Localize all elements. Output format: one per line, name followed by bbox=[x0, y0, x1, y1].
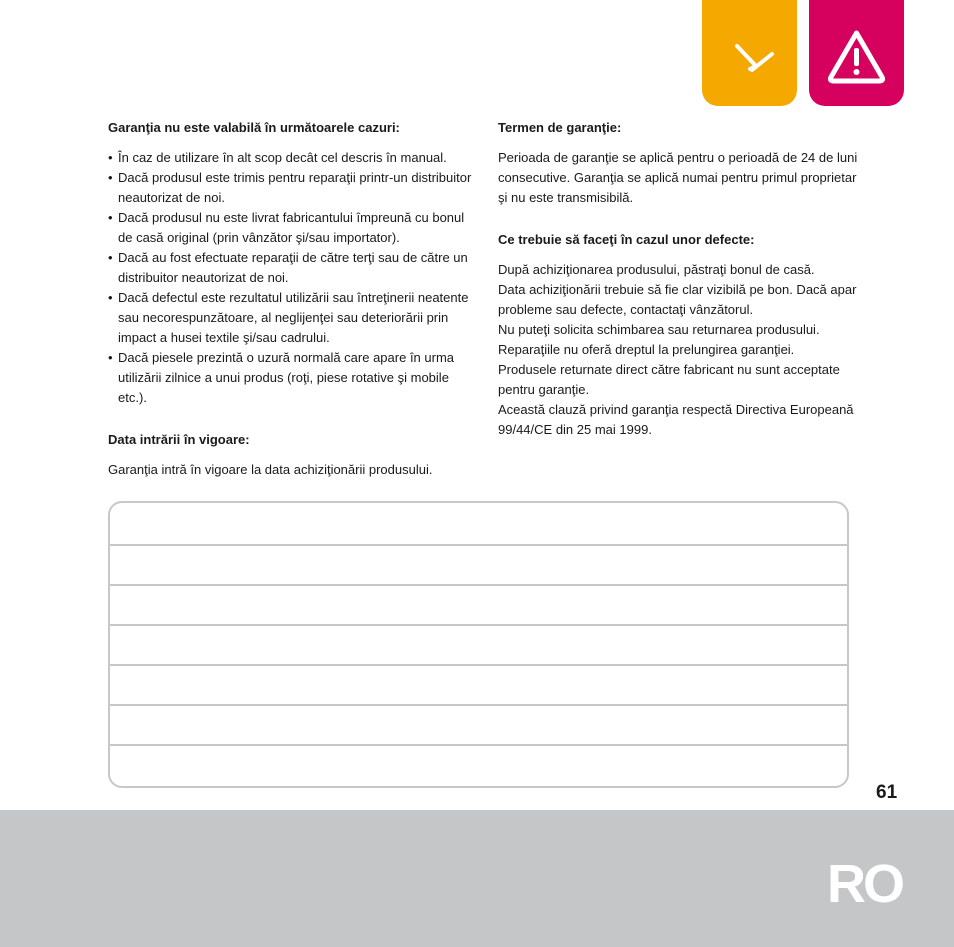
exclusion-item: • Dacă defectul este rezultatul utilizării sau întreţinerii neatente sau necorespunzătoare, al neglijenţei sau deteriorării prin impact a husei textile şi/sau cadrului. bbox=[108, 288, 478, 348]
exclusion-item: • Dacă au fost efectuate reparaţii de către terţi sau de către un distribuitor neautorizat de noi. bbox=[108, 248, 478, 288]
tools-tab bbox=[702, 0, 797, 106]
effective-date-heading: Data intrării în vigoare: bbox=[108, 432, 250, 447]
note-line bbox=[110, 704, 847, 706]
note-line bbox=[110, 664, 847, 666]
warranty-term-text: Perioada de garanţie se aplică pentru o perioadă de 24 de luni consecutive. Garanţia se aplică numai pentru primul proprietar şi nu este transmisibilă. bbox=[498, 150, 858, 205]
warning-icon bbox=[809, 0, 904, 106]
defects-line: După achiziţionarea produsului, păstraţi bonul de casă. bbox=[498, 262, 815, 277]
defects-line: Data achiziţionării trebuie să fie clar vizibilă pe bon. Dacă apar probleme sau defecte, contactaţi vânzătorul. bbox=[498, 282, 857, 317]
note-line bbox=[110, 744, 847, 746]
warranty-term-heading: Termen de garanţie: bbox=[498, 120, 622, 135]
effective-date-text: Garanţia intră în vigoare la data achiziţionării produsului. bbox=[108, 462, 433, 477]
tools-icon bbox=[702, 0, 797, 106]
defects-line: Nu puteţi solicita schimbarea sau returnarea produsului. bbox=[498, 322, 820, 337]
notes-box bbox=[108, 501, 849, 788]
exclusion-item: • Dacă produsul nu este livrat fabricantului împreună cu bonul de casă original (prin vânzător şi/sau importator). bbox=[108, 208, 478, 248]
warning-tab bbox=[809, 0, 904, 106]
defects-line: Această clauză privind garanţia respectă Directiva Europeană 99/44/CE din 25 mai 1999. bbox=[498, 402, 854, 437]
language-code: RO bbox=[827, 854, 902, 914]
exclusion-item: • În caz de utilizare în alt scop decât cel descris în manual. bbox=[108, 148, 478, 168]
right-column bbox=[498, 118, 858, 440]
defects-line: Produsele returnate direct către fabricant nu sunt acceptate pentru garanţie. bbox=[498, 362, 840, 397]
note-line bbox=[110, 624, 847, 626]
note-line bbox=[110, 584, 847, 586]
note-line bbox=[110, 544, 847, 546]
exclusion-item: • Dacă piesele prezintă o uzură normală care apare în urma utilizării zilnice a unui produs (roţi, piese rotative şi mobile etc.). bbox=[108, 348, 478, 408]
exclusion-item: • Dacă produsul este trimis pentru reparaţii printr-un distribuitor neautorizat de noi. bbox=[108, 168, 478, 208]
footer-band bbox=[0, 810, 954, 947]
left-column bbox=[108, 118, 478, 480]
exclusions-heading: Garanţia nu este valabilă în următoarele cazuri: bbox=[108, 120, 400, 135]
page-number: 61 bbox=[876, 782, 898, 803]
defects-heading: Ce trebuie să faceţi în cazul unor defecte: bbox=[498, 232, 755, 247]
exclusions-list bbox=[108, 148, 478, 408]
defects-line: Reparaţiile nu oferă dreptul la prelungirea garanţiei. bbox=[498, 342, 795, 357]
